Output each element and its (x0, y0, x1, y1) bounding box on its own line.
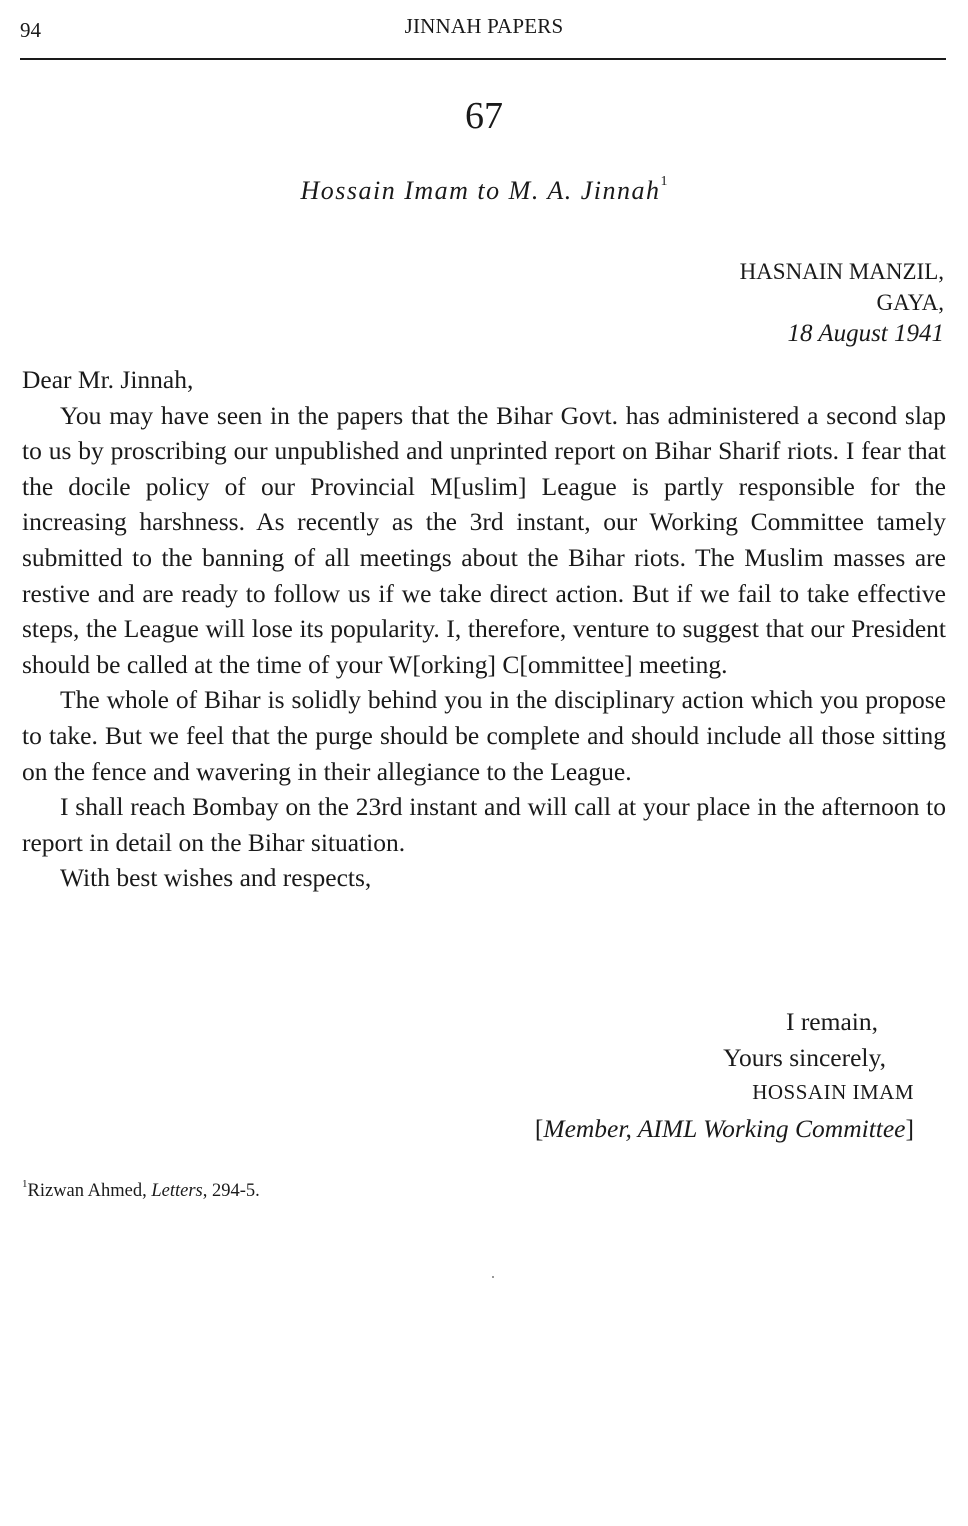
letter-paragraph: You may have seen in the papers that the Bihar Govt. has administered a second slap to us by proscribing our unpublished and unprinted report on Bihar Sharif riots. I fear that the docile policy of our Provincial M[uslim] League is partly responsible for the increasing harshness. As recently as the 3rd instant, our Working Committee tamely submitted to the banning of all meetings about the Bihar riots. The Muslim masses are restive and are ready to follow us if we take direct action. But if we fail to take effective steps, the League will lose its popularity. I, therefore, venture to suggest that our President should be called at the time of your W[orking] C[ommittee] meeting. (22, 400, 946, 679)
document-title-text: Hossain Imam to M. A. Jinnah (300, 176, 661, 205)
role-bracket-open: [ (534, 1113, 544, 1143)
stray-mark (492, 1276, 494, 1278)
role-text: Member, AIML Working Committee (543, 1113, 906, 1143)
address-line-2: GAYA, (876, 290, 944, 315)
role-bracket-close: ] (905, 1113, 914, 1143)
footnote-number: 1 (22, 1178, 28, 1190)
letter-paragraph: I shall reach Bombay on the 23rd instant and will call at your place in the afternoon to report in detail on the Bihar situation. (22, 792, 946, 857)
letter-paragraph: The whole of Bihar is solidly behind you in the disciplinary action which you propose to take. But we feel that the purge should be complete and should include all those sitting on the fence and wavering in their allegiance to the League. (22, 685, 946, 786)
running-head: JINNAH PAPERS (404, 14, 564, 38)
closing-line-2: Yours sincerely, (723, 1042, 886, 1072)
header-rule (20, 58, 946, 60)
document-number: 67 (465, 95, 503, 137)
footnote-reference: 1 (660, 174, 668, 190)
salutation: Dear Mr. Jinnah, (22, 365, 194, 394)
footnote-pages: , 294-5. (202, 1181, 260, 1202)
footnote (22, 1180, 260, 1202)
signatory-name: HOSSAIN IMAM (752, 1080, 914, 1105)
letter-paragraph: With best wishes and respects, (60, 863, 372, 893)
signature-block (535, 1004, 914, 1146)
closing-line-1: I remain, (785, 1007, 878, 1036)
signatory-role (535, 1111, 914, 1147)
letter-body (22, 362, 946, 896)
footnote-author: Rizwan Ahmed, (27, 1181, 152, 1202)
page-number: 94 (20, 18, 41, 42)
document-title (0, 176, 968, 206)
footnote-work: Letters (151, 1181, 203, 1202)
letter-date: 18 August 1941 (787, 320, 944, 347)
sender-address (740, 256, 944, 349)
address-line-1: HASNAIN MANZIL, (739, 259, 944, 284)
